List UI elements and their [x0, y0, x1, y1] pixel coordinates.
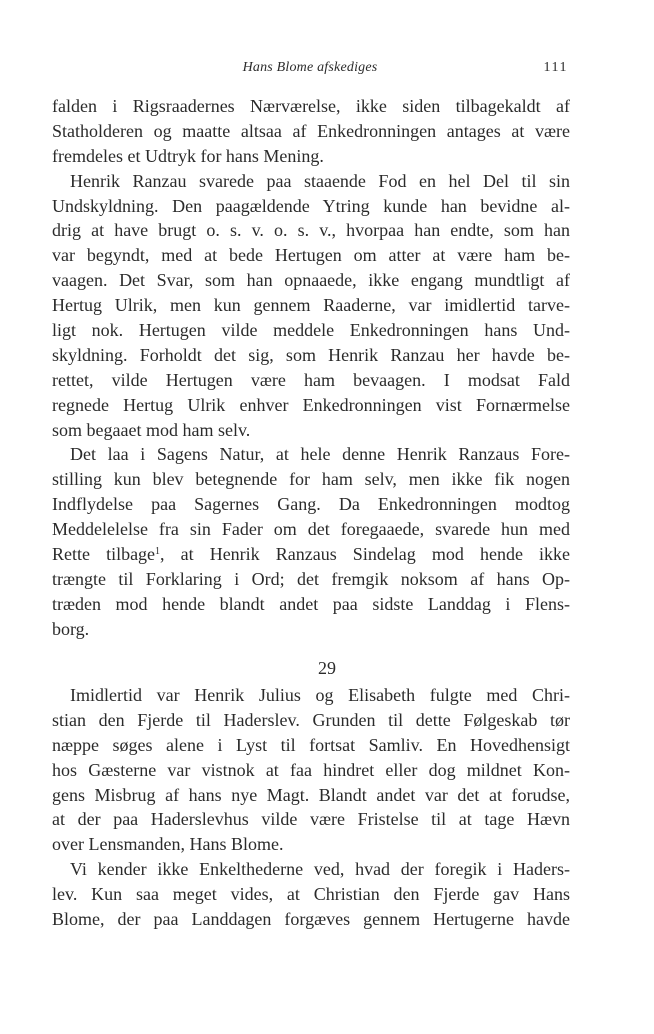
text-line: vaagen. Det Svar, som han opnaaede, ikke engang mundtligt af — [52, 270, 570, 291]
text-line: rettet, vilde Hertugen være ham bevaagen. I modsat Fald — [52, 369, 570, 390]
text-line: Undskyldning. Den paagældende Ytring kunde han bevidne al- — [52, 195, 570, 216]
text-line: Meddelelelse fra sin Fader om det foregaaede, svarede hun med — [52, 519, 570, 540]
text-line: borg. — [52, 618, 90, 639]
text-line-with-footnote — [52, 542, 570, 567]
text-line: træden mod hende blandt andet paa sidste Landdag i Flens- — [52, 593, 570, 614]
text-line: Det laa i Sagens Natur, at hele denne Henrik Ranzaus Fore- — [70, 444, 570, 465]
text-line: stilling kun blev betegnende for ham selv, men ikke fik nogen — [52, 469, 570, 490]
text-line: stian den Fjerde til Haderslev. Grunden til dette Følgeskab tør — [52, 709, 570, 730]
running-title: Hans Blome afskediges — [242, 60, 378, 75]
page-number: 111 — [543, 60, 568, 75]
text-line: lev. Kun saa meget vides, at Christian den Fjerde gav Hans — [52, 884, 570, 905]
text-line: at der paa Haderslevhus vilde være Fristelse til at tage Hævn — [52, 809, 570, 830]
text-line: regnede Hertug Ulrik enhver Enkedronningen vist Fornærmelse — [52, 394, 570, 415]
text-line: Vi kender ikke Enkelthederne ved, hvad der foregik i Haders- — [70, 859, 570, 880]
text-line: Henrik Ranzau svarede paa staaende Fod en hel Del til sin — [70, 170, 570, 191]
text-line: fremdeles et Udtryk for hans Mening. — [52, 145, 324, 166]
text-line: falden i Rigsraadernes Nærværelse, ikke siden tilbagekaldt af — [52, 96, 570, 116]
text-line: var begyndt, med at bede Hertugen om atter at være ham be- — [52, 245, 570, 266]
footnote-marker: 1 — [155, 546, 161, 558]
text-line: ligt nok. Hertugen vilde meddele Enkedronningen hans Und- — [52, 320, 570, 341]
text-segment: Rette tilbage — [52, 544, 156, 565]
running-header — [52, 60, 568, 80]
section-2-text — [52, 683, 570, 932]
text-line: Hertug Ulrik, men kun gennem Raaderne, var imidlertid tarve- — [52, 295, 570, 316]
section-1-text — [52, 94, 570, 642]
text-line: gens Misbrug af hans nye Magt. Blandt andet var det at forudse, — [52, 784, 570, 805]
text-line: drig at have brugt o. s. v. o. s. v., hvorpaa han endte, som han — [52, 220, 570, 241]
text-line: som begaaet mod ham selv. — [52, 419, 251, 440]
text-line: Imidlertid var Henrik Julius og Elisabeth fulgte med Chri- — [70, 685, 570, 705]
text-line: Indflydelse paa Sagernes Gang. Da Enkedronningen modtog — [52, 494, 570, 515]
text-line: hos Gæsterne var vistnok at faa hindret eller dog mildnet Kon- — [52, 759, 570, 780]
text-line: skyldning. Forholdt det sig, som Henrik Ranzau her havde be- — [52, 344, 570, 365]
text-line: over Lensmanden, Hans Blome. — [52, 834, 284, 855]
section-number: 29 — [318, 658, 336, 678]
text-line: Statholderen og maatte altsaa af Enkedronningen antages at være — [52, 120, 570, 141]
text-line: Blome, der paa Landdagen forgæves gennem Hertugerne havde — [52, 909, 570, 930]
text-segment: , at Henrik Ranzaus Sindelag mod hende ikke — [160, 544, 570, 565]
text-line: trængte til Forklaring i Ord; det fremgik noksom af hans Op- — [52, 568, 570, 589]
text-line: næppe søges alene i Lyst til fortsat Samliv. En Hovedhensigt — [52, 734, 570, 755]
